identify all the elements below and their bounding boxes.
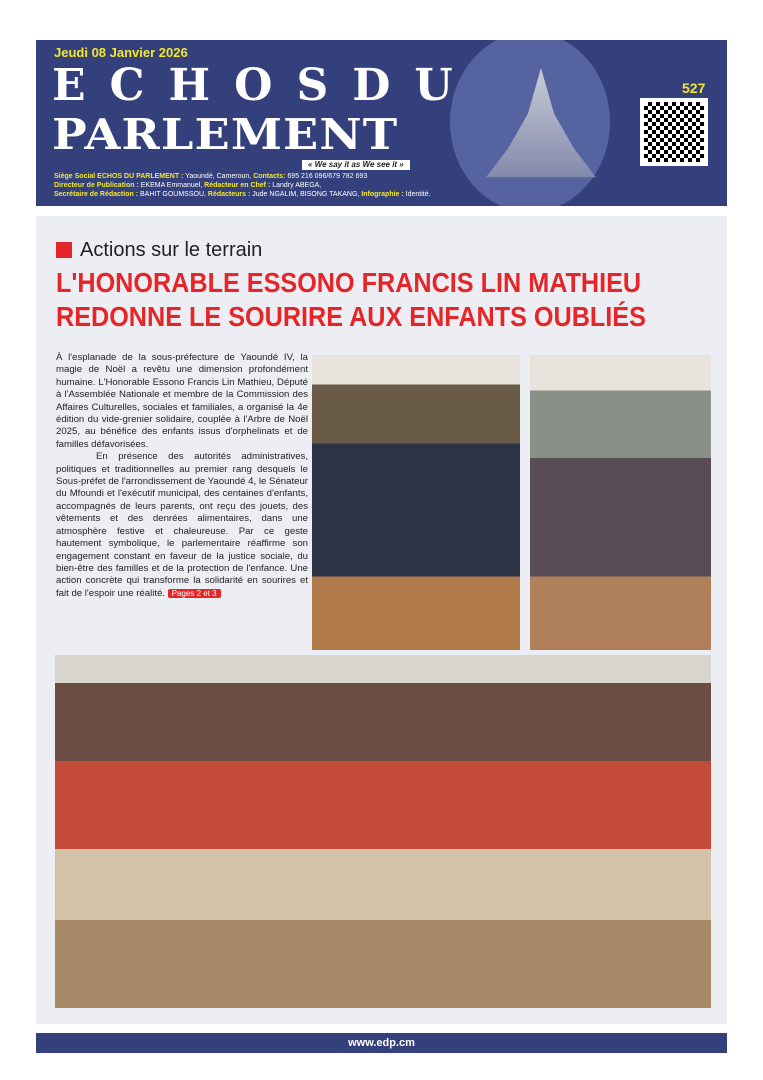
text: BAHIT GOUMSSOU,: [138, 191, 208, 198]
title-line-2: PARLEMENT: [52, 110, 399, 159]
footer-website[interactable]: www.edp.cm: [36, 1033, 727, 1053]
photo-deputy-with-children: [530, 355, 711, 650]
title-line-1: ECHOSDU: [52, 60, 477, 111]
label: Rédacteurs :: [207, 191, 251, 198]
text: Identité.: [403, 191, 431, 198]
info-line-3: [54, 191, 431, 199]
photo-dignitaries-seated: [312, 355, 520, 650]
text: Landry ABEGA,: [270, 182, 322, 189]
headline-line-2: REDONNE LE SOURIRE AUX ENFANTS OUBLIÉS: [56, 301, 646, 332]
kicker-text: Actions sur le terrain: [80, 239, 263, 261]
label: Contacts:: [253, 173, 286, 180]
article-body: [56, 352, 308, 600]
paragraph-text: En présence des autorités administratives, politiques et traditionnelles au premier rang desquels le Sous-préfet de l'arrondissement de Yaoundé 4, le Sénateur du Mfoundi et l'exécutif municipal, des centaines d'enfants, accompagnés de leurs parents, ont reçu des jouets, des vêtements et des denrées alimentaires, dans une atmosphère festive et chaleureuse. Par ce geste hautement symbolique, le parlementaire réaffirme son engagement constant en faveur de la justice sociale, du bien-être des familles et de la protection de l'enfance. Une action concrète qui transforme la solidarité en sourires et fait de l'espoir une réalité.: [56, 451, 308, 599]
text: Jude NGALIM, BISONG TAKANG,: [250, 191, 362, 198]
label: Siège Social ECHOS DU PARLEMENT :: [54, 173, 184, 180]
label: Infographie :: [361, 191, 404, 198]
paragraph: [56, 451, 308, 600]
headline: [56, 266, 659, 334]
qr-code-icon[interactable]: [640, 98, 708, 166]
label: Secrétaire de Rédaction :: [54, 191, 139, 198]
label: Rédacteur en Chef :: [204, 182, 271, 189]
label: Directeur de Publication :: [54, 182, 139, 189]
red-square-icon: [56, 242, 72, 258]
slogan: « We say it as We see it »: [302, 160, 410, 170]
paragraph: À l'esplanade de la sous-préfecture de Yaoundé IV, la magie de Noël a revêtu une dimension profondément humaine. L'Honorable Essono Francis Lin Mathieu, Député à l'Assemblée Nationale et membre de la Commission des Affaires Culturelles, sociales et familiales, a organisé la 4e édition du vide-grenier solidaire, couplée à l'Arbre de Noël 2025, au bénéfice des enfants issus d'orphelinats et de familles défavorisées.: [56, 352, 308, 450]
issue-number: 527: [682, 80, 706, 96]
section-kicker: [56, 238, 262, 262]
photo-children-with-gifts: [55, 655, 711, 1008]
text: Yaoundé, Cameroun,: [183, 173, 254, 180]
pages-badge[interactable]: Pages 2 et 3: [168, 589, 221, 598]
headline-line-1: L'HONORABLE ESSONO FRANCIS LIN MATHIEU: [56, 267, 642, 298]
info-line-1: [54, 173, 367, 181]
article-panel: [36, 216, 727, 1024]
masthead: [36, 40, 727, 206]
text: 695 216 096/679 782 693: [285, 173, 368, 180]
info-line-2: [54, 182, 321, 190]
issue-date: Jeudi 08 Janvier 2026: [54, 45, 188, 60]
text: EKEMA Emmanuel,: [138, 182, 205, 189]
